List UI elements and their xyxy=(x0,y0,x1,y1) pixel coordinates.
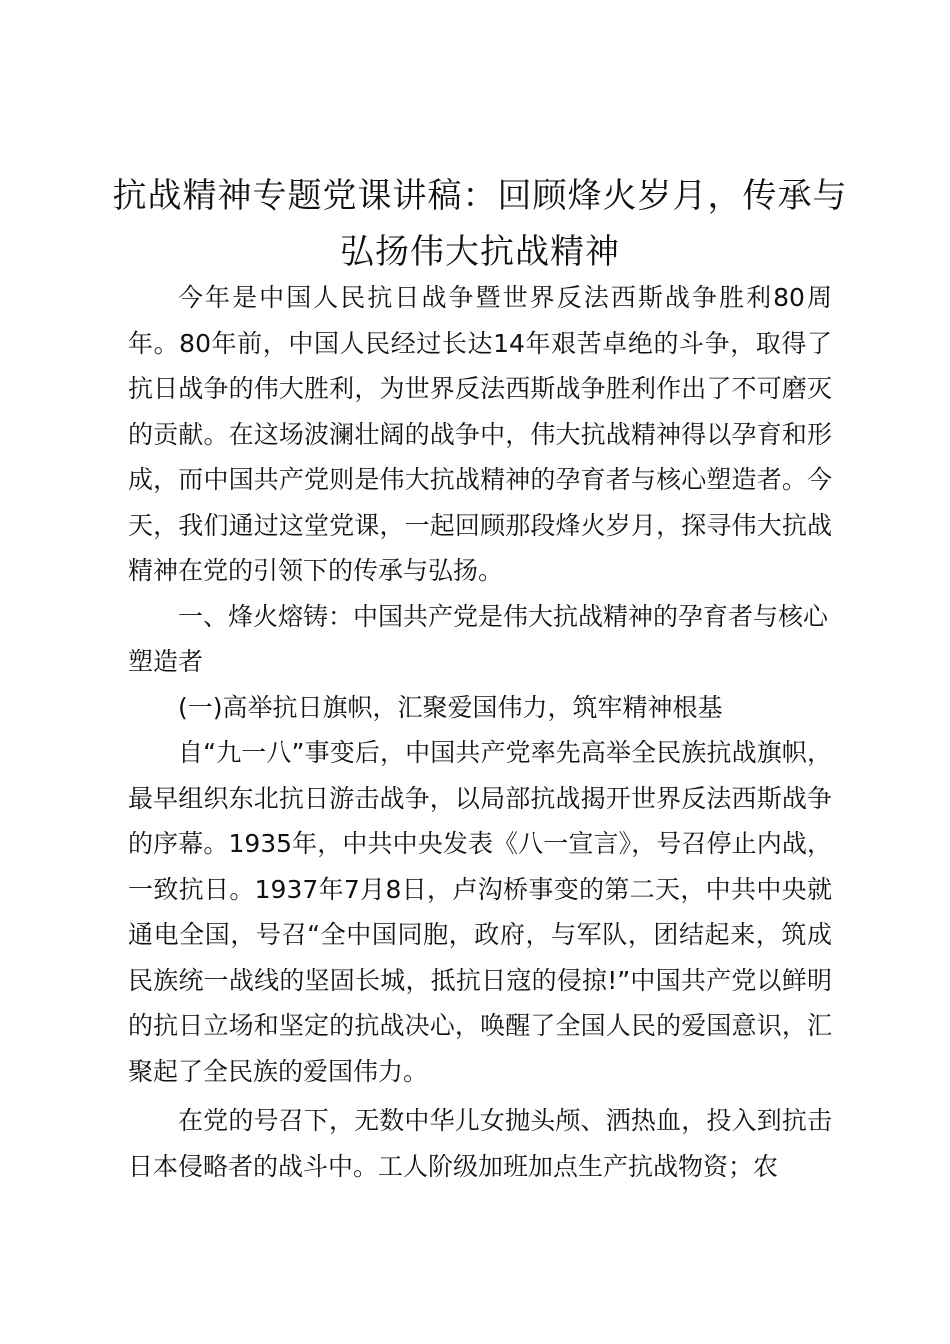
intro-paragraph: 今年是中国人民抗日战争暨世界反法西斯战争胜利80周年。80年前，中国人民经过长达14年艰苦卓绝的斗争，取得了抗日战争的伟大胜利，为世界反法西斯战争胜利作出了不可磨灭的贡献。在这场波澜壮阔的战争中，伟大抗战精神得以孕育和形成，而中国共产党则是伟大抗战精神的孕育者与核心塑造者。今天，我们通过这堂党课，一起回顾那段烽火岁月，探寻伟大抗战精神在党的引领下的传承与弘扬。 xyxy=(128,283,832,585)
section-heading: 一、烽火熔铸：中国共产党是伟大抗战精神的孕育者与核心塑造者 xyxy=(128,601,829,676)
subsection-heading: (一)高举抗日旗帜，汇聚爱国伟力，筑牢精神根基 xyxy=(178,692,723,722)
body-paragraph: 自“九一八”事变后，中国共产党率先高举全民族抗战旗帜，最早组织东北抗日游击战争，以局部抗战揭开世界反法西斯战争的序幕。1935年，中共中央发表《八一宣言》，号召停止内战，一致抗日。1937年7月8日，卢沟桥事变的第二天，中共中央就通电全国，号召“全中国同胞，政府，与军队，团结起来，筑成民族统一战线的坚固长城，抵抗日寇的侵掠!”中国共产党以鲜明的抗日立场和坚定的抗战决心，唤醒了全国人民的爱国意识，汇聚起了全民族的爱国伟力。 xyxy=(128,738,832,1086)
document-body xyxy=(128,275,832,1189)
document-title: 抗战精神专题党课讲稿：回顾烽火岁月，传承与弘扬伟大抗战精神 xyxy=(112,176,848,272)
body-paragraph: 在党的号召下，无数中华儿女抛头颅、洒热血，投入到抗击日本侵略者的战斗中。工人阶级加班加点生产抗战物资；农 xyxy=(128,1106,832,1181)
